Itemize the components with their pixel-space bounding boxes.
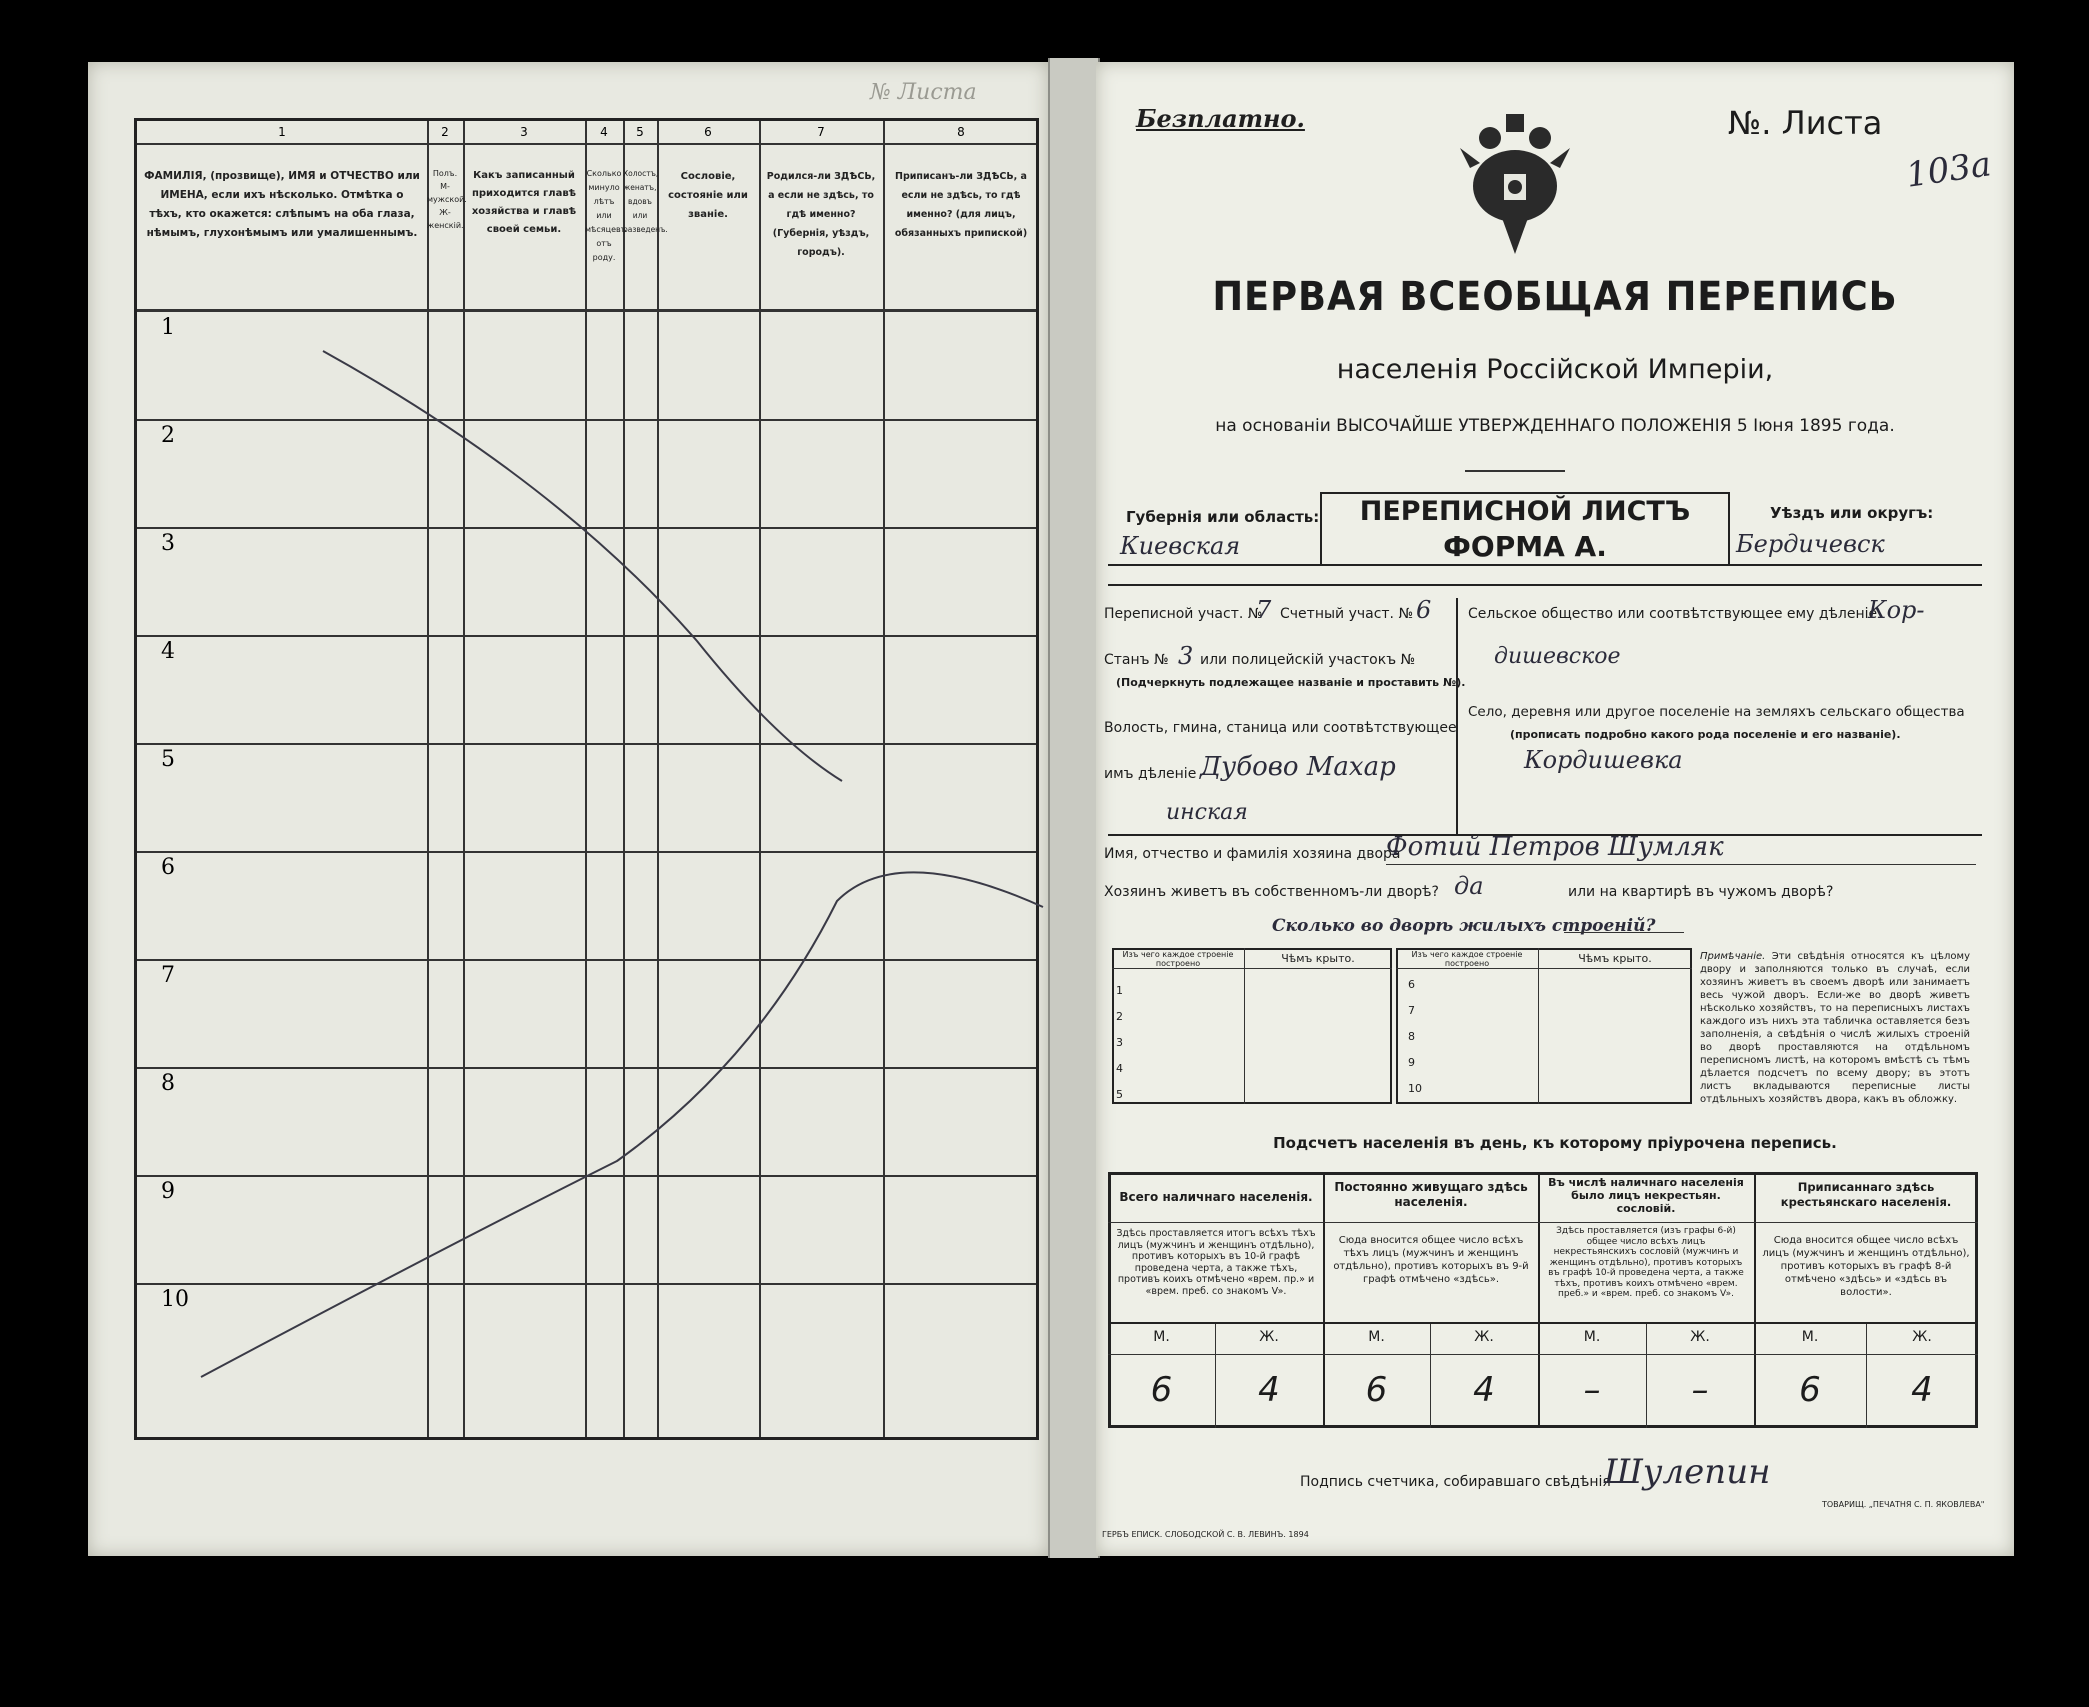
selo-note: (прописать подробно какого рода поселеніе и его названіе).: [1510, 728, 1901, 741]
schetny-uchast-label: Счетный участ. №: [1280, 606, 1414, 622]
count-value: 4: [1473, 1370, 1495, 1410]
buildings-head-roof-2: Чѣмъ крыто.: [1578, 952, 1652, 965]
perepis-uchast-value: 7: [1256, 596, 1272, 624]
row-number: 5: [161, 747, 175, 772]
household-members-grid: [134, 118, 1039, 1440]
left-corner-label: № Листа: [870, 80, 977, 105]
row-number: 1: [161, 315, 175, 340]
m-label: М.: [1583, 1329, 1601, 1345]
row-number: 2: [161, 423, 175, 448]
col-header-sex: Полъ. М-мужской. Ж-женскій.: [427, 169, 467, 230]
buildings-row-num: 4: [1116, 1062, 1123, 1075]
ornament-divider: [1465, 470, 1565, 472]
buildings-row-num: 3: [1116, 1036, 1123, 1049]
owner-lives-label: Хозяинъ живетъ въ собственномъ-ли дворѣ?: [1104, 884, 1439, 900]
owner-underline: [1386, 864, 1976, 865]
note-title: Примѣчаніе.: [1700, 951, 1766, 962]
book-spine: [1048, 58, 1100, 1558]
count-value: –: [1691, 1370, 1709, 1410]
row-number: 6: [161, 855, 175, 880]
buildings-note: [1700, 950, 1970, 1106]
owner-lives-rest: или на квартирѣ въ чужомъ дворѣ?: [1568, 884, 1834, 900]
col-header-registered: Приписанъ-ли ЗДѢСЬ, а если не здѣсь, то гдѣ именно? (для лицъ, обязанныхъ припиской): [894, 171, 1028, 239]
gubernia-label: Губернія или область:: [1126, 508, 1320, 526]
buildings-row-num: 5: [1116, 1088, 1123, 1101]
location-top-rule: [1108, 584, 1982, 586]
stan-note: (Подчеркнуть подлежащее названіе и проставить №).: [1116, 676, 1466, 689]
stan-label: Станъ №: [1104, 652, 1169, 668]
col-header-relation: Какъ записанный приходится главѣ хозяйства и главѣ своей семьи.: [471, 170, 577, 235]
legal-basis: на основаніи ВЫСОЧАЙШЕ УТВЕРЖДЕННАГО ПОЛОЖЕНІЯ 5 Іюня 1895 года.: [1215, 416, 1895, 436]
schetny-uchast-value: 6: [1416, 596, 1432, 624]
col-number-3: 3: [520, 125, 528, 139]
signature-value: Шулепин: [1604, 1452, 1771, 1492]
buildings-label: Сколько во дворѣ жилыхъ строеній?: [1272, 916, 1656, 936]
owner-lives-value: да: [1454, 872, 1484, 900]
count-value: 6: [1150, 1370, 1173, 1410]
count-value: 6: [1365, 1370, 1388, 1410]
zh-label: Ж.: [1690, 1329, 1710, 1345]
buildings-head-material-2: Изъ чего каждое строеніе построено: [1411, 950, 1523, 968]
free-label: Безплатно.: [1136, 104, 1305, 133]
volost-value-2: инская: [1166, 800, 1248, 825]
count-head-non-peasant: Въ числѣ наличнаго населенія было лицъ некрестьян. сословій.: [1548, 1176, 1744, 1215]
col-number-5: 5: [636, 125, 644, 139]
uezd-label: Уѣздъ или округъ:: [1770, 504, 1934, 522]
signature-label: Подпись счетчика, собиравшаго свѣдѣнія: [1300, 1474, 1611, 1490]
count-head-total: Всего наличнаго населенія.: [1119, 1190, 1313, 1204]
sheet-number-label: №. Листа: [1728, 104, 1883, 142]
count-head-registered: Приписаннаго здѣсь крестьянскаго населенія.: [1780, 1180, 1952, 1209]
volost-label-1: Волость, гмина, станица или соотвѣтствующее: [1104, 720, 1457, 736]
selo-label: Село, деревня или другое поселеніе на земляхъ сельскаго общества: [1468, 704, 1965, 720]
col-number-4: 4: [600, 125, 608, 139]
count-desc-registered: Сюда вносится общее число всѣхъ лицъ (мужчинъ и женщинъ отдѣльно), противъ которыхъ въ графѣ 8-й отмѣчено «здѣсь» и «здѣсь въ волости».: [1762, 1235, 1970, 1298]
buildings-head-roof: Чѣмъ крыто.: [1281, 952, 1355, 965]
buildings-table-right: [1396, 948, 1692, 1104]
stan-value: 3: [1178, 642, 1194, 670]
imperial-eagle-icon: [1460, 108, 1570, 258]
selskoe-label: Сельское общество или соотвѣтствующее ему дѣленіе: [1468, 606, 1878, 622]
buildings-underline: [1564, 932, 1684, 933]
buildings-table-left: [1112, 948, 1392, 1104]
col-header-marital: Холостъ, женатъ, вдовъ или разведенъ.: [623, 169, 668, 234]
count-value: –: [1583, 1370, 1601, 1410]
printer-right: ТОВАРИЩ. „ПЕЧАТНЯ С. П. ЯКОВЛЕВА": [1822, 1500, 1985, 1509]
col-header-estate: Сословіе, состояніе или званіе.: [668, 171, 748, 220]
zh-label: Ж.: [1259, 1329, 1279, 1345]
row-number: 10: [161, 1287, 189, 1312]
m-label: М.: [1368, 1329, 1385, 1345]
selo-value: Кордишевка: [1524, 746, 1683, 774]
subtitle: населенія Россійской Имперіи,: [1336, 354, 1774, 385]
form-title-1: ПЕРЕПИСНОЙ ЛИСТЪ: [1359, 496, 1691, 527]
sheet-number-handwritten: 103а: [1903, 144, 1994, 196]
col-header-name: ФАМИЛІЯ, (прозвище), ИМЯ и ОТЧЕСТВО или ИМЕНА, если ихъ нѣсколько. Отмѣтка о тѣхъ, кто окажется: слѣпымъ на оба глаза, нѣмымъ, глухонѣмымъ или умалишеннымъ.: [144, 170, 420, 239]
count-value: 4: [1911, 1370, 1933, 1410]
count-desc-non-peasant: Здѣсь проставляется (изъ графы 6-й) общее число всѣхъ лицъ некрестьянскихъ сословій (мужчинъ и женщинъ отдѣльно), противъ которыхъ въ графѣ 10-й проведена черта, а также тѣхъ, противъ коихъ отмѣчено «врем. преб.» и «врем. преб. со знакомъ V».: [1548, 1226, 1744, 1299]
volost-value-1: Дубово Махар: [1200, 752, 1396, 782]
row-number: 4: [161, 639, 175, 664]
count-head-permanent: Постоянно живущаго здѣсь населенія.: [1334, 1180, 1528, 1209]
buildings-row-num: 7: [1408, 1004, 1415, 1017]
perepis-uchast-label: Переписной участ. №: [1104, 606, 1263, 622]
count-value: 4: [1258, 1370, 1280, 1410]
col-header-born: Родился-ли ЗДѢСЬ, а если не здѣсь, то гдѣ именно? (Губернія, уѣздъ, городъ).: [766, 171, 876, 258]
m-label: М.: [1153, 1329, 1170, 1345]
row-number: 9: [161, 1179, 175, 1204]
selskoe-value-1: Кор-: [1868, 596, 1925, 624]
count-title: Подсчетъ населенія въ день, къ которому пріурочена перепись.: [1273, 1134, 1837, 1152]
volost-label-2: имъ дѣленіе: [1104, 766, 1197, 782]
owner-label: Имя, отчество и фамилія хозяина двора: [1104, 846, 1401, 862]
uezd-value: Бердичевск: [1736, 530, 1885, 558]
buildings-row-num: 9: [1408, 1056, 1415, 1069]
row-number: 3: [161, 531, 175, 556]
location-divider: [1456, 598, 1458, 834]
count-desc-permanent: Сюда вносится общее число всѣхъ тѣхъ лицъ (мужчинъ и женщинъ отдѣльно), противъ которыхъ въ 9-й графѣ отмѣчено «здѣсь».: [1333, 1235, 1529, 1285]
main-title: ПЕРВАЯ ВСЕОБЩАЯ ПЕРЕПИСЬ: [1212, 274, 1898, 320]
row-number: 7: [161, 963, 175, 988]
col-number-8: 8: [957, 125, 965, 139]
row-number: 8: [161, 1071, 175, 1096]
form-title-2: ФОРМА А.: [1443, 530, 1607, 563]
m-label: М.: [1801, 1329, 1819, 1345]
buildings-row-num: 1: [1116, 984, 1123, 997]
zh-label: Ж.: [1912, 1329, 1932, 1345]
buildings-row-num: 8: [1408, 1030, 1415, 1043]
col-number-6: 6: [704, 125, 712, 139]
zh-label: Ж.: [1474, 1329, 1494, 1345]
printer-left: ГЕРБЪ ЕПИСК. СЛОБОДСКОЙ С. В. ЛЕВИНЪ. 1894: [1102, 1530, 1309, 1539]
count-desc-total: Здѣсь проставляется итогъ всѣхъ тѣхъ лицъ (мужчинъ и женщинъ отдѣльно), противъ которыхъ въ 10-й графѣ проведена черта, а также тѣхъ, противъ коихъ отмѣчено «врем. пр.» и «врем. преб. со знакомъ V».: [1116, 1228, 1316, 1297]
buildings-head-material: Изъ чего каждое строеніе построено: [1122, 950, 1234, 968]
col-header-age: Сколько минуло лѣтъ или мѣсяцевъ отъ роду.: [585, 169, 627, 262]
buildings-row-num: 10: [1408, 1082, 1422, 1095]
cross-out-strokes: [137, 121, 1042, 1443]
count-value: 6: [1799, 1370, 1821, 1410]
buildings-row-num: 2: [1116, 1010, 1123, 1023]
selskoe-value-2: дишевское: [1494, 644, 1621, 669]
col-number-7: 7: [817, 125, 825, 139]
gubernia-value: Киевская: [1120, 532, 1241, 560]
note-text: Эти свѣдѣнія относятся къ цѣлому двору и заполняются только въ случаѣ, если хозяинъ живетъ въ своемъ дворѣ или занимаетъ весь чужой дворъ. Если-же во дворѣ живетъ нѣсколько хозяйствъ, то на переписныхъ листахъ каждого изъ нихъ эта табличка оставляется безъ заполненія, а свѣдѣнія о числѣ жилыхъ строеній во дворѣ проставляются на отдѣльномъ переписномъ листѣ, на которомъ вмѣстѣ съ тѣмъ дѣлается подсчетъ по всему двору; въ этотъ листъ вкладываются переписные листы отдѣльныхъ хозяйствъ двора, какъ въ обложку.: [1700, 951, 1970, 1105]
stan-rest: или полицейскій участокъ №: [1200, 652, 1416, 668]
buildings-row-num: 6: [1408, 978, 1415, 991]
owner-value: Фотий Петров Шумляк: [1386, 832, 1724, 862]
col-number-1: 1: [278, 125, 286, 139]
col-number-2: 2: [441, 125, 449, 139]
